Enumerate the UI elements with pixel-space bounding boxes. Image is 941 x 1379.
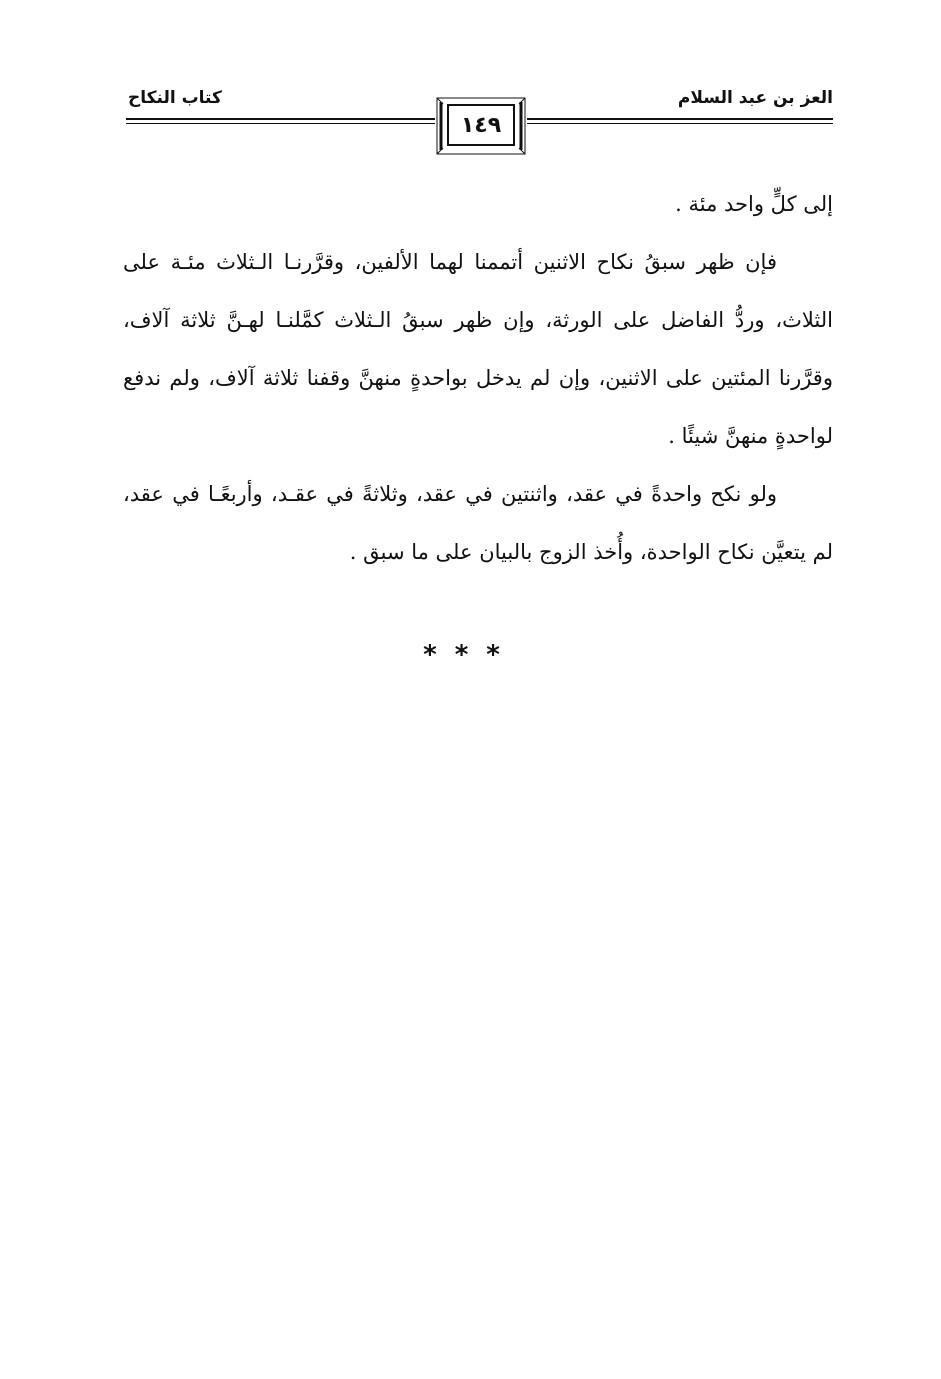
header-rule-right-thin — [527, 123, 833, 124]
paragraph-2: فإن ظهر سبقُ نكاح الاثنين أتممنا لهما الألفين، وقرَّرنـا الـثلاث مئـة على الثلاث، وردُّ الفاضل على الورثة، وإن ظهر سبقُ الـثلاث كمَّلنـا لهـنَّ ثلاثة آلاف، وقرَّرنا المئتين على الاثنين، وإن لم يدخل بواحدةٍ منهنَّ وقفنا ثلاثة آلاف، ولم ندفع لواحدةٍ منهنَّ شيئًا . — [123, 250, 833, 448]
header-rule-left-thin — [126, 123, 435, 124]
page-number: ١٤٩ — [447, 104, 515, 146]
header-book-section: كتاب النكاح — [128, 88, 222, 108]
header-rule-right — [527, 118, 833, 120]
page-body — [123, 175, 833, 581]
header-author: العز بن عبد السلام — [677, 88, 833, 108]
section-end-mark: *** — [423, 640, 518, 670]
header-rule-left — [126, 118, 435, 120]
paragraph-3: ولو نكح واحدةً في عقد، واثنتين في عقد، وثلاثةً في عقـد، وأربعًـا في عقد، لم يتعيَّن نكاح الواحدة، وأُخذ الزوج بالبيان على ما سبق . — [123, 482, 833, 564]
paragraph-1: إلى كلٍّ واحد مئة . — [675, 192, 833, 216]
